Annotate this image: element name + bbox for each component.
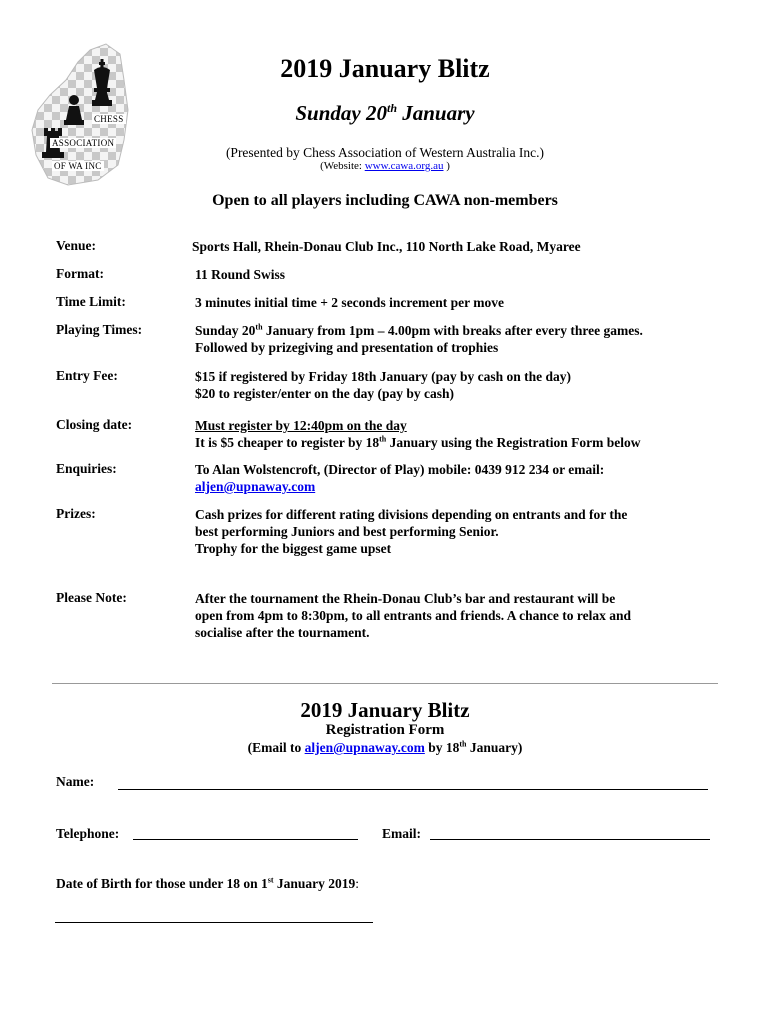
note-line2: open from 4pm to 8:30pm, to all entrants and friends. A chance to relax and: [195, 608, 632, 623]
closing-date-value: [195, 417, 735, 451]
closing-a: It is $5 cheaper to register by 18: [195, 435, 380, 450]
time-limit-label: Time Limit:: [56, 294, 126, 309]
dob-a: Date of Birth for those under 18 on 1: [56, 876, 268, 891]
logo-text-association: ASSOCIATION: [52, 138, 115, 148]
entry-fee-label: Entry Fee:: [56, 368, 118, 383]
website-prefix: (Website:: [320, 160, 365, 172]
time-limit-value: 3 minutes initial time + 2 seconds increment per move: [195, 295, 505, 310]
dob-label: [56, 876, 359, 892]
format-value: 11 Round Swiss: [195, 267, 286, 282]
telephone-label: Telephone:: [56, 826, 120, 841]
prizes-value: [195, 506, 735, 557]
email-label: Email:: [382, 826, 421, 841]
logo-text-chess: CHESS: [94, 114, 124, 124]
event-date-end: January: [397, 101, 475, 125]
enquiries-email-link[interactable]: aljen@upnaway.com: [195, 479, 316, 494]
closing-b: January using the Registration Form below: [386, 435, 641, 450]
note-line1: After the tournament the Rhein-Donau Club’s bar and restaurant will be: [195, 591, 616, 606]
telephone-field[interactable]: [133, 839, 358, 840]
please-note-value: [195, 590, 735, 641]
fee-line2: $20 to register/enter on the day (pay by cash): [195, 386, 454, 401]
dob-b: January 2019: [273, 876, 356, 891]
prizes-label: Prizes:: [56, 506, 96, 521]
entry-fee-value: [195, 368, 735, 402]
venue-label: Venue:: [56, 238, 97, 253]
playing-b: January from 1pm – 4.00pm with breaks after every three games.: [262, 323, 643, 338]
website-link[interactable]: www.cawa.org.au: [364, 160, 444, 172]
form-email-prefix: (Email to: [247, 740, 305, 755]
fee-line1: $15 if registered by Friday 18th January (pay by cash on the day): [195, 369, 572, 384]
playing-times-value: [195, 322, 735, 356]
open-to-notice: Open to all players including CAWA non-members: [212, 192, 558, 209]
page-title: 2019 January Blitz: [280, 54, 490, 83]
name-field[interactable]: [118, 789, 708, 790]
dob-field[interactable]: [55, 922, 373, 923]
form-title: 2019 January Blitz: [300, 698, 470, 722]
playing-times-label: Playing Times:: [56, 322, 143, 337]
playing-line2: Followed by prizegiving and presentation of trophies: [195, 340, 499, 355]
enquiries-value: [195, 461, 735, 495]
cawa-logo: [28, 40, 138, 190]
playing-sup: th: [255, 322, 263, 332]
form-email-sup: th: [459, 739, 467, 749]
website-line: [230, 160, 540, 172]
closing-sup: th: [379, 434, 387, 444]
form-email-link[interactable]: aljen@upnaway.com: [304, 740, 425, 755]
note-line3: socialise after the tournament.: [195, 625, 370, 640]
playing-a: Sunday 20: [195, 323, 256, 338]
logo-text-wa: OF WA INC: [54, 161, 102, 171]
presented-by: (Presented by Chess Association of Western Australia Inc.): [225, 145, 545, 160]
event-date-sup: th: [386, 101, 397, 115]
event-date: [255, 101, 515, 126]
event-date-main: Sunday 20: [295, 101, 387, 125]
dob-colon: :: [355, 876, 360, 891]
enquiries-label: Enquiries:: [56, 461, 117, 476]
prizes-line2: best performing Juniors and best performing Senior.: [195, 524, 499, 539]
name-label: Name:: [56, 774, 95, 789]
please-note-label: Please Note:: [56, 590, 127, 605]
closing-line1: Must register by 12:40pm on the day: [195, 418, 407, 433]
form-subtitle: Registration Form: [325, 722, 445, 738]
form-email-mid: by 18: [424, 740, 460, 755]
prizes-line1: Cash prizes for different rating divisions depending on entrants and for the: [195, 507, 628, 522]
form-email-suffix: January): [466, 740, 523, 755]
dob-sup: st: [267, 875, 274, 885]
enquiries-line1: To Alan Wolstencroft, (Director of Play) mobile: 0439 912 234 or email:: [195, 462, 605, 477]
section-divider: [52, 683, 718, 684]
email-field[interactable]: [430, 839, 710, 840]
prizes-line3: Trophy for the biggest game upset: [195, 541, 392, 556]
form-email-instruction: [150, 740, 620, 756]
closing-date-label: Closing date:: [56, 417, 133, 432]
website-suffix: ): [443, 160, 450, 172]
venue-value: Sports Hall, Rhein-Donau Club Inc., 110 North Lake Road, Myaree: [192, 239, 581, 254]
format-label: Format:: [56, 266, 104, 281]
